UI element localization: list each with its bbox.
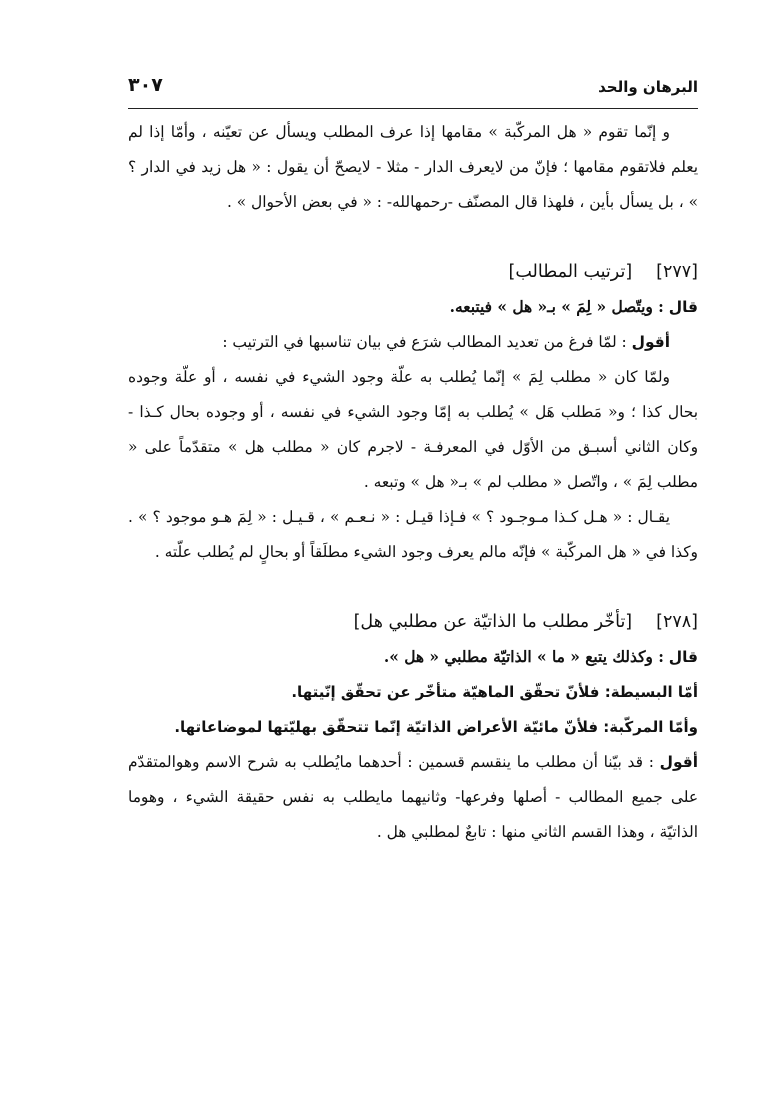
- text-line: أمّا البسيطة: فلأنّ تحقّق الماهيّة متأخّر عن تحقّق إنّيتها.: [291, 683, 698, 701]
- page-body: [128, 115, 698, 850]
- section-heading-277: [128, 254, 698, 290]
- running-header: [128, 70, 698, 109]
- qala-text: : وكذلك يتبع « ما » الذاتيّة مطلبي « هل ».: [383, 648, 664, 666]
- intro-paragraph: و إنّما تقوم « هل المركّبة » مقامها إذا عرف المطلب ويسأل عن تعيّنه ، وأمّا إذا لم يعلم فلاتقوم مقامها ؛ فإنّ من لايعرف الدار - مثلا - لايصحّ أن يقول : « هل زيد في الدار ؟ » ، بل يسأل بأين ، فلهذا قال المصنّف -رحمهالله- : « في بعض الأحوال » .: [128, 123, 698, 211]
- text-line: وأمّا المركّبة: فلأنّ مائيّة الأعراض الذاتيّة إنّما تتحقّق بهليّتها لموضاعاتها.: [174, 718, 698, 736]
- section-number: [٢٧٨]: [656, 612, 698, 632]
- aqulu-label: أقول: [631, 333, 670, 351]
- section-title: [تأخّر مطلب ما الذاتيّة عن مطلبي هل]: [353, 612, 633, 632]
- qala-line: [128, 290, 698, 325]
- qala-label: قال: [668, 298, 698, 316]
- section-title: [ترتيب المطالب]: [508, 262, 633, 282]
- qala-label: قال: [668, 648, 698, 666]
- aqulu-line: [128, 325, 698, 360]
- aqulu-text: : قد بيّنا أن مطلب ما ينقسم قسمين : أحدهما مايُطلب به شرح الاسم وهوالمتقدّم على جميع المطالب - أصلها وفرعها- وثانيهما مايطلب به نفس حقيقة الشيء ، وهوما الذاتيّة ، وهذا القسم الثاني منها : تابعٌ لمطلبي هل .: [128, 753, 698, 841]
- aqulu-text: : لمّا فرغ من تعديد المطالب شرَع في بيان تناسبها في الترتيب :: [222, 333, 627, 351]
- body-paragraph: يقـال : « هـل كـذا مـوجـود ؟ » فـإذا قيـل : « نـعـم » ، قـيـل : « لِمَ هـو موجود ؟ » . وكذا في « هل المركّبة » فإنّه مالم يعرف وجود الشيء مطلَقاً أو بحالٍ لم يُطلب علّته .: [128, 508, 698, 561]
- page-number: ٣٠٧: [128, 74, 163, 96]
- aqulu-label: أقول: [659, 753, 698, 771]
- aqulu-paragraph: [128, 745, 698, 850]
- qala-text: : ويتّصل « لِمَ » بـ« هل » فيتبعه.: [449, 298, 664, 316]
- section-heading-278: [128, 604, 698, 640]
- qala-line: [128, 640, 698, 675]
- running-title: البرهان والحد: [598, 78, 698, 96]
- section-number: [٢٧٧]: [656, 262, 698, 282]
- body-paragraph: ولمّا كان « مطلب لِمَ » إنّما يُطلب به علّة وجود الشيء في نفسه ، أو علّة وجوده بحال كذا ؛ و« مَطلب هَل » يُطلب به إمّا وجود الشيء في نفسه ، أو وجوده بحال كـذا - وكان الثاني أسبـق من الأوّل في المعرفـة - لاجرم كان « مطلب هل » متقدّماً على « مطلب لِمَ » ، واتّصل « مطلب لم » بـ« هل » وتبعه .: [128, 368, 698, 491]
